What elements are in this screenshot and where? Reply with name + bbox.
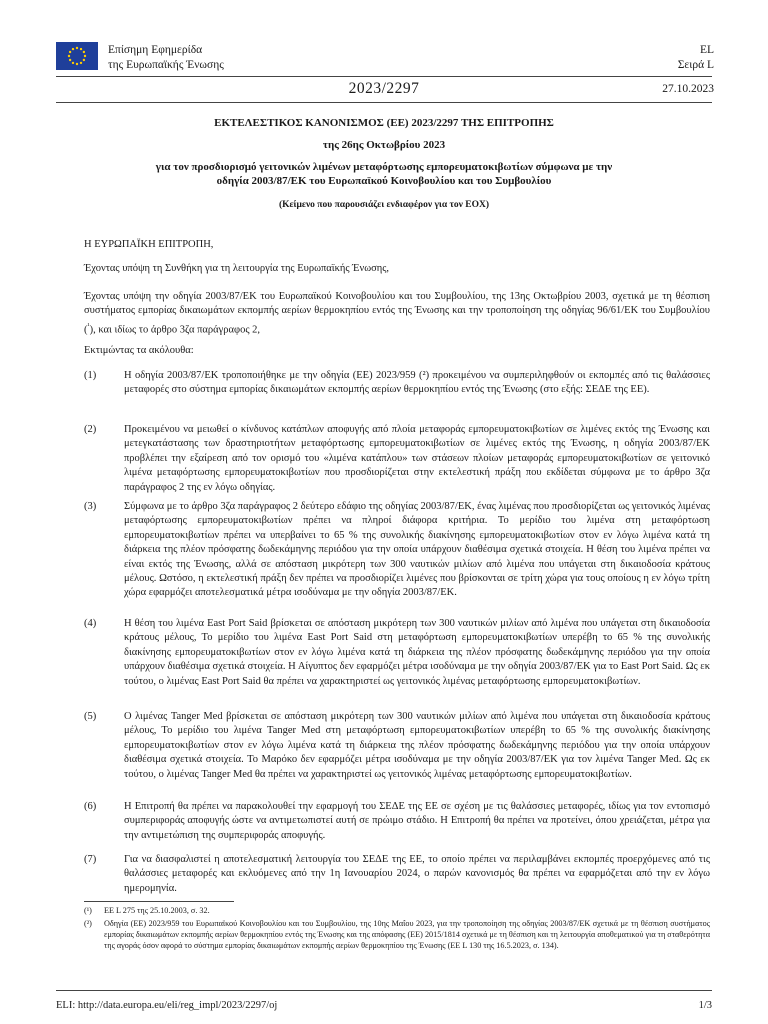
regulation-title xyxy=(70,116,698,188)
footnote-number: (²) xyxy=(84,919,92,928)
recital xyxy=(84,500,710,601)
footnote-rule xyxy=(84,901,234,902)
recital-number: (4) xyxy=(84,618,97,629)
header-rule-top xyxy=(56,76,712,77)
preamble-directive-text: Έχοντας υπόψη την οδηγία 2003/87/ΕΚ του Ευρωπαϊκού Κοινοβουλίου και του Συμβουλίου, της 13ης Οκτωβρίου 2003, σχετικά με τη θέσπιση συστήματος εμπορίας δικαιωμάτων εκπομπής αερίων θερμοκηπίου εντός της Ένωσης και την τροποποίηση της οδηγίας 96/61/ΕΚ του Συμβουλίου ( xyxy=(84,291,710,336)
recital-number: (7) xyxy=(84,854,97,865)
preamble-commission: Η ΕΥΡΩΠΑΪΚΗ ΕΠΙΤΡΟΠΗ, xyxy=(84,239,214,250)
series-info xyxy=(678,43,714,73)
recital xyxy=(84,369,710,398)
recital-text: Ο λιμένας Tanger Med βρίσκεται σε απόσταση μικρότερη των 300 ναυτικών μιλίων από λιμένα που υπάγεται στη δικαιοδοσία κράτους μέλους, Το μερίδιο του λιμένα Tanger Med στη μεταφόρτωση εμπορευματοκιβωτίων υπερέβη το 65 % της συνολικής διακίνησης εμπορευματοκιβωτίων στον εν λόγω λιμένα κατά τη διάρκεια της πλέον πρόσφατης δωδεκάμηνης περιόδου για την οποία υπάρχουν διαθέσιμα σχετικά στοιχεία. Το Μαρόκο δεν εφαρμόζει μέτρα ισοδύναμα με την οδηγία 2003/87/ΕΚ για τον λιμένα Tanger Med. Ως εκ τούτου, ο λιμένας Tanger Med θα πρέπει να χαρακτηριστεί ως γειτονικός λιμένας μεταφόρτωσης εμπορευματοκιβωτίων. xyxy=(124,711,710,780)
recital-text: Σύμφωνα με το άρθρο 3ζα παράγραφος 2 δεύτερο εδάφιο της οδηγίας 2003/87/ΕΚ, ένας λιμένας που προσδιορίζεται ως γειτονικός λιμένας μεταφόρτωσης εμπορευματοκιβωτίων πρέπει να πληροί διάφορα κριτήρια. Το μερίδιο του λιμένα στη μεταφόρτωση εμπορευματοκιβωτίων πρέπει να υπερβαίνει το 65 % της συνολικής διακίνησης εμπορευματοκιβωτίων στον εν λόγω λιμένα κατά τη διάρκεια της πλέον πρόσφατης δωδεκάμηνης περιόδου για την οποία υπάρχουν διαθέσιμα σχετικά στοιχεία. Η θέση του λιμένα πρέπει να είναι εκτός της Ένωσης, αλλά σε απόσταση μικρότερη των 300 ναυτικών μιλίων από λιμένα που υπάγεται στη δικαιοδοσία κράτους μέλους. Ωστόσο, η εκτελεστική πράξη δεν πρέπει να προσδιορίζει λιμένες που βρίσκονται σε τρίτη χώρα για τους οποίους η εν λόγω τρίτη χώρα εφαρμόζει αποτελεσματικά μέτρα ισοδύναμα με την οδηγία 2003/87/ΕΚ. xyxy=(124,501,710,599)
title-line-1: ΕΚΤΕΛΕΣΤΙΚΟΣ ΚΑΝΟΝΙΣΜΟΣ (ΕΕ) 2023/2297 ΤΗΣ ΕΠΙΤΡΟΠΗΣ xyxy=(214,117,554,129)
recital-number: (6) xyxy=(84,801,97,812)
recital-text: Η οδηγία 2003/87/ΕΚ τροποποιήθηκε με την οδηγία (ΕΕ) 2023/959 (²) προκειμένου να συμπεριληφθούν οι εκπομπές από τις θαλάσσιες μεταφορές στο σύστημα εμπορίας δικαιωμάτων εκπομπής αερίων θερμοκηπίου εντός της Ένωσης (στο εξής: ΣΕΔΕ της ΕΕ). xyxy=(124,370,710,396)
journal-line-2: της Ευρωπαϊκής Ένωσης xyxy=(108,59,224,71)
publication-date: 27.10.2023 xyxy=(662,83,714,95)
recital xyxy=(84,853,710,896)
recital-text: Η Επιτροπή θα πρέπει να παρακολουθεί την εφαρμογή του ΣΕΔΕ της ΕΕ σε σχέση με τις θαλάσσιες μεταφορές, ιδίως για τον εντοπισμό συμπεριφοράς αποφυγής ώστε να αντιμετωπιστεί αυτή σε πρώιμο στάδιο. Η Επιτροπή θα πρέπει να προτείνει, όπου χρειάζεται, μέτρα για την αντιμετώπιση της συμπεριφοράς αποφυγής. xyxy=(124,801,710,841)
preamble-directive-tail: ), και ιδίως το άρθρο 3ζα παράγραφος 2, xyxy=(89,324,261,336)
recital-number: (2) xyxy=(84,424,97,435)
header-rule-bottom xyxy=(56,102,712,103)
eli-link[interactable]: ELI: http://data.europa.eu/eli/reg_impl/2023/2297/oj xyxy=(56,1000,278,1011)
journal-title xyxy=(108,43,224,73)
recital-text: Η θέση του λιμένα East Port Said βρίσκεται σε απόσταση μικρότερη των 300 ναυτικών μιλίων από λιμένα που υπάγεται στη δικαιοδοσία κράτους μέλους, Το μερίδιο του λιμένα East Port Said στη μεταφόρτωση εμπορευματοκιβωτίων υπερέβη το 65 % της συνολικής διακίνησης εμπορευματοκιβωτίων στον εν λόγω λιμένα κατά τη διάρκεια της πλέον πρόσφατης δωδεκάμηνης περιόδου για την οποία υπάρχουν διαθέσιμα σχετικά στοιχεία. Η Αίγυπτος δεν εφαρμόζει μέτρα ισοδύναμα με την οδηγία 2003/87/ΕΚ για το East Port Said. Ως εκ τούτου, ο λιμένας East Port Said θα πρέπει να χαρακτηριστεί ως γειτονικός λιμένας μεταφόρτωσης εμπορευματοκιβωτίων. xyxy=(124,618,710,687)
document-number: 2023/2297 xyxy=(348,80,420,97)
footnote xyxy=(84,906,710,917)
footnote-ref-1[interactable]: ¹ xyxy=(87,321,90,330)
recital-number: (1) xyxy=(84,370,97,381)
language-code: EL xyxy=(699,44,714,56)
recital-text: Για να διασφαλιστεί η αποτελεσματική λειτουργία του ΣΕΔΕ της ΕΕ, το οποίο πρέπει να περιλαμβάνει εκπομπές προερχόμενες από τις θαλάσσιες μεταφορές και εκλυόμενες από την 1η Ιανουαρίου 2024, ο παρών κανονισμός θα πρέπει να εφαρμόζεται από την εν λόγω ημερομηνία. xyxy=(124,854,710,894)
title-line-4: οδηγία 2003/87/ΕΚ του Ευρωπαϊκού Κοινοβουλίου και του Συμβουλίου xyxy=(216,175,552,187)
recital xyxy=(84,617,710,689)
eu-flag-icon xyxy=(56,42,98,70)
preamble-whereas: Εκτιμώντας τα ακόλουθα: xyxy=(84,345,194,356)
footnote-number: (¹) xyxy=(84,906,92,915)
journal-line-1: Επίσημη Εφημερίδα xyxy=(108,44,203,56)
recital xyxy=(84,800,710,843)
preamble-directive xyxy=(84,290,710,338)
recital xyxy=(84,423,710,495)
page-number: 1/3 xyxy=(698,1000,712,1011)
title-line-3: για τον προσδιορισμό γειτονικών λιμένων μεταφόρτωσης εμπορευματοκιβωτίων σύμφωνα με την xyxy=(155,161,613,173)
footnote-text: ΕΕ L 275 της 25.10.2003, σ. 32. xyxy=(104,906,210,915)
preamble-treaty: Έχοντας υπόψη τη Συνθήκη για τη λειτουργία της Ευρωπαϊκής Ένωσης, xyxy=(84,263,390,274)
recital-number: (3) xyxy=(84,501,97,512)
eea-relevance: (Κείμενο που παρουσιάζει ενδιαφέρον για τον ΕΟΧ) xyxy=(278,200,490,210)
recital xyxy=(84,710,710,782)
title-date: της 26ης Οκτωβρίου 2023 xyxy=(322,139,446,151)
footnote-text: Οδηγία (ΕΕ) 2023/959 του Ευρωπαϊκού Κοινοβουλίου και του Συμβουλίου, της 10ης Μαΐου 2023, για την τροποποίηση της οδηγίας 2003/87/ΕΚ σχετικά με τη θέσπιση συστήματος εμπορίας δικαιωμάτων εκπομπής αερίων θερμοκηπίου εντός της Ένωσης και της απόφασης (ΕΕ) 2015/1814 σχετικά με τη θέσπιση και τη λειτουργία αποθεματικού για τη σταθερότητα της αγοράς όσον αφορά το σύστημα εμπορίας δικαιωμάτων εκπομπής αερίων θερμοκηπίου της Ένωσης (ΕΕ L 130 της 16.5.2023, σ. 134). xyxy=(104,919,710,950)
series-label: Σειρά L xyxy=(677,59,714,71)
recital-text: Προκειμένου να μειωθεί ο κίνδυνος κατάπλων αποφυγής από πλοία μεταφοράς εμπορευματοκιβωτίων σε λιμένες εκτός της Ένωσης και μετεγκατάστασης των δραστηριοτήτων μεταφόρτωσης εμπορευματοκιβωτίων σε λιμένες εκτός της Ένωσης, η οδηγία 2003/87/ΕΚ προβλέπει την εξαίρεση από τον ορισμό του «λιμένα κατάπλου» των στάσεων πλοίων μεταφοράς εμπορευματοκιβωτίων σε γειτονικό λιμένα μεταφόρτωσης εμπορευματοκιβωτίων που προσδιορίζεται στην εκτελεστική πράξη που εκδίδεται σύμφωνα με το άρθρο 3ζα παράγραφος 2 της εν λόγω οδηγίας. xyxy=(124,424,710,493)
footnote xyxy=(84,919,710,951)
footer-rule xyxy=(56,990,712,991)
recital-number: (5) xyxy=(84,711,97,722)
